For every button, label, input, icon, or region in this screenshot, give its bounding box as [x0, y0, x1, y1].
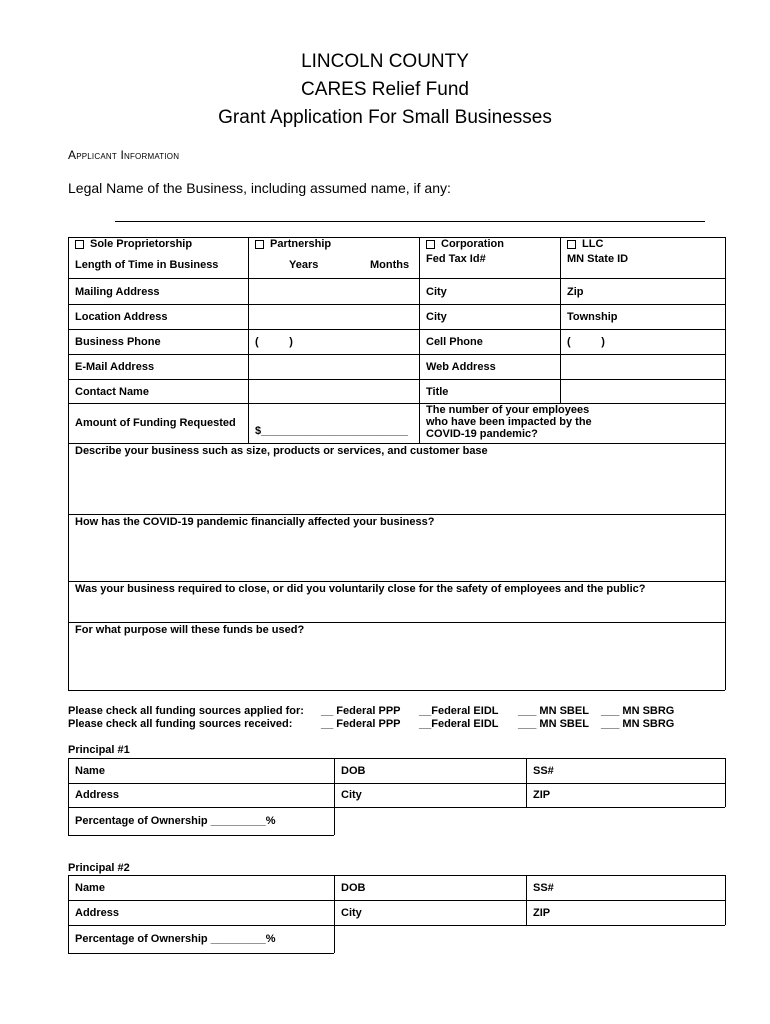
principal2-heading: Principal #2	[68, 862, 130, 874]
cell-phone-label: Cell Phone	[426, 336, 483, 348]
contact-name-label: Contact Name	[75, 386, 149, 398]
web-address-label: Web Address	[426, 361, 496, 373]
principal1-heading: Principal #1	[68, 744, 130, 756]
checkbox-icon[interactable]	[255, 240, 264, 249]
years-label: Years	[289, 259, 319, 271]
principal1-zip-label: ZIP	[533, 789, 551, 801]
location-address-label: Location Address	[75, 311, 168, 323]
fund-title: CARES Relief Fund	[301, 79, 469, 100]
principal1-dob-label: DOB	[341, 765, 366, 777]
principal2-zip-label: ZIP	[533, 907, 551, 919]
legal-name-label: Legal Name of the Business, including assumed name, if any:	[68, 180, 451, 196]
employees-question: The number of your employees who have been impacted by the COVID-19 pandemic?	[426, 404, 592, 440]
form-title: Grant Application For Small Businesses	[218, 107, 552, 128]
length-time-label: Length of Time in Business	[75, 259, 219, 271]
closure-field[interactable]	[69, 598, 724, 621]
mn-state-id-label: MN State ID	[567, 253, 629, 265]
received-ppp[interactable]: __ Federal PPP	[321, 718, 401, 730]
legal-name-field[interactable]	[115, 220, 705, 222]
funding-amount-label: Amount of Funding Requested	[75, 417, 236, 429]
checkbox-icon[interactable]	[567, 240, 576, 249]
applied-ppp[interactable]: __ Federal PPP	[321, 705, 401, 717]
months-label: Months	[370, 259, 410, 271]
llc-option[interactable]: LLC	[567, 238, 603, 250]
principal2-ssn-label: SS#	[533, 882, 554, 894]
describe-business-label: Describe your business such as size, products or services, and customer base	[75, 445, 488, 457]
closure-label: Was your business required to close, or did you voluntarily close for the safety of employees and the public?	[75, 583, 646, 595]
applied-sbrg[interactable]: ___ MN SBRG	[601, 705, 675, 717]
principal2-address-label: Address	[75, 907, 120, 919]
funding-received-label: Please check all funding sources received:	[68, 718, 293, 730]
checkbox-icon[interactable]	[426, 240, 435, 249]
business-phone-label: Business Phone	[75, 336, 161, 348]
principal2-name-label: Name	[75, 882, 105, 894]
checkbox-icon[interactable]	[75, 240, 84, 249]
partnership-option[interactable]: Partnership	[255, 238, 331, 250]
principal1-name-label: Name	[75, 765, 105, 777]
applied-eidl[interactable]: __Federal EIDL	[419, 705, 499, 717]
township-label: Township	[567, 311, 618, 323]
fed-tax-label: Fed Tax Id#	[426, 253, 486, 265]
principal2-dob-label: DOB	[341, 882, 366, 894]
principal1-city-label: City	[341, 789, 362, 801]
business-phone-field[interactable]: ( )	[255, 336, 293, 348]
received-sbel[interactable]: ___ MN SBEL	[518, 718, 589, 730]
principal2-city-label: City	[341, 907, 362, 919]
funding-amount-field[interactable]: $________________________	[255, 425, 408, 437]
funding-applied-label: Please check all funding sources applied for:	[68, 705, 304, 717]
describe-business-field[interactable]	[69, 460, 724, 513]
covid-impact-label: How has the COVID-19 pandemic financially affected your business?	[75, 516, 435, 528]
section-heading: Applicant Information	[68, 148, 180, 162]
principal2-ownership[interactable]: Percentage of Ownership _________%	[75, 933, 276, 945]
sole-proprietor-option[interactable]: Sole Proprietorship	[75, 238, 192, 250]
location-city-label: City	[426, 311, 447, 323]
corporation-option[interactable]: Corporation	[426, 238, 504, 250]
cell-phone-field[interactable]: ( )	[567, 336, 605, 348]
org-title: LINCOLN COUNTY	[301, 51, 469, 72]
covid-impact-field[interactable]	[69, 531, 724, 580]
applied-sbel[interactable]: ___ MN SBEL	[518, 705, 589, 717]
email-label: E-Mail Address	[75, 361, 155, 373]
principal1-ownership[interactable]: Percentage of Ownership _________%	[75, 815, 276, 827]
mailing-address-label: Mailing Address	[75, 286, 160, 298]
principal1-address-label: Address	[75, 789, 120, 801]
mailing-zip-label: Zip	[567, 286, 584, 298]
title-label: Title	[426, 386, 449, 398]
funds-purpose-label: For what purpose will these funds be used?	[75, 624, 305, 636]
principal1-ssn-label: SS#	[533, 765, 554, 777]
mailing-city-label: City	[426, 286, 447, 298]
funds-purpose-field[interactable]	[69, 639, 724, 689]
received-eidl[interactable]: __Federal EIDL	[419, 718, 499, 730]
received-sbrg[interactable]: ___ MN SBRG	[601, 718, 675, 730]
